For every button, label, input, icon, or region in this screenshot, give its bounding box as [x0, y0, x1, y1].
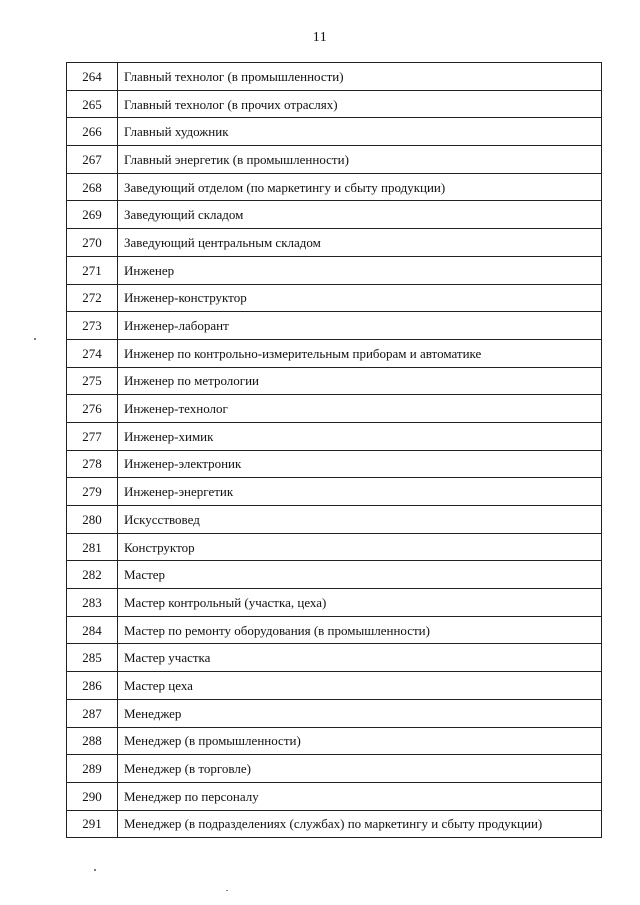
job-title: Мастер по ремонту оборудования (в промышленности): [118, 616, 602, 644]
row-number: 274: [67, 339, 118, 367]
table-row: [67, 422, 602, 450]
job-title: Инженер-электроник: [118, 450, 602, 478]
row-number: 288: [67, 727, 118, 755]
job-title: Инженер-химик: [118, 422, 602, 450]
job-titles-table: [66, 62, 602, 838]
table-row: [67, 699, 602, 727]
row-number: 287: [67, 699, 118, 727]
row-number: 273: [67, 312, 118, 340]
row-number: 286: [67, 672, 118, 700]
table-row: [67, 644, 602, 672]
table-row: [67, 63, 602, 91]
row-number: 277: [67, 422, 118, 450]
job-titles-table-body: [67, 63, 602, 838]
table-row: [67, 90, 602, 118]
scan-speck: [226, 890, 228, 891]
row-number: 289: [67, 755, 118, 783]
job-title: Искусствовед: [118, 506, 602, 534]
job-title: Менеджер по персоналу: [118, 782, 602, 810]
job-title: Мастер: [118, 561, 602, 589]
job-title: Инженер: [118, 256, 602, 284]
job-title: Главный технолог (в промышленности): [118, 63, 602, 91]
job-title: Заведующий отделом (по маркетингу и сбыту продукции): [118, 173, 602, 201]
job-title: Мастер цеха: [118, 672, 602, 700]
job-title: Менеджер (в подразделениях (службах) по маркетингу и сбыту продукции): [118, 810, 602, 838]
table-row: [67, 727, 602, 755]
table-row: [67, 755, 602, 783]
table-row: [67, 616, 602, 644]
table-row: [67, 367, 602, 395]
row-number: 276: [67, 395, 118, 423]
row-number: 269: [67, 201, 118, 229]
row-number: 284: [67, 616, 118, 644]
table-row: [67, 672, 602, 700]
table-row: [67, 201, 602, 229]
job-title: Менеджер (в торговле): [118, 755, 602, 783]
scan-speck: [94, 869, 96, 871]
table-row: [67, 782, 602, 810]
row-number: 265: [67, 90, 118, 118]
row-number: 275: [67, 367, 118, 395]
row-number: 290: [67, 782, 118, 810]
job-title: Инженер-технолог: [118, 395, 602, 423]
table-row: [67, 561, 602, 589]
table-row: [67, 589, 602, 617]
page-number: 11: [312, 30, 328, 45]
row-number: 268: [67, 173, 118, 201]
job-title: Главный художник: [118, 118, 602, 146]
table-row: [67, 395, 602, 423]
row-number: 285: [67, 644, 118, 672]
row-number: 271: [67, 256, 118, 284]
job-title: Главный энергетик (в промышленности): [118, 146, 602, 174]
table-row: [67, 118, 602, 146]
job-title: Конструктор: [118, 533, 602, 561]
table-row: [67, 284, 602, 312]
job-title: Мастер контрольный (участка, цеха): [118, 589, 602, 617]
table-row: [67, 478, 602, 506]
table-row: [67, 339, 602, 367]
row-number: 264: [67, 63, 118, 91]
table-row: [67, 312, 602, 340]
row-number: 278: [67, 450, 118, 478]
table-row: [67, 533, 602, 561]
row-number: 281: [67, 533, 118, 561]
job-title: Инженер-лаборант: [118, 312, 602, 340]
job-title: Мастер участка: [118, 644, 602, 672]
scan-speck: [34, 338, 36, 340]
row-number: 272: [67, 284, 118, 312]
row-number: 291: [67, 810, 118, 838]
row-number: 280: [67, 506, 118, 534]
table-row: [67, 810, 602, 838]
row-number: 267: [67, 146, 118, 174]
job-title: Главный технолог (в прочих отраслях): [118, 90, 602, 118]
job-title: Инженер-конструктор: [118, 284, 602, 312]
job-title: Инженер по метрологии: [118, 367, 602, 395]
table-row: [67, 229, 602, 257]
table-row: [67, 173, 602, 201]
job-title: Менеджер: [118, 699, 602, 727]
row-number: 270: [67, 229, 118, 257]
table-row: [67, 146, 602, 174]
job-title: Заведующий складом: [118, 201, 602, 229]
table-row: [67, 256, 602, 284]
job-title: Менеджер (в промышленности): [118, 727, 602, 755]
table-row: [67, 450, 602, 478]
row-number: 283: [67, 589, 118, 617]
row-number: 266: [67, 118, 118, 146]
table-row: [67, 506, 602, 534]
row-number: 282: [67, 561, 118, 589]
job-title: Инженер по контрольно-измерительным приборам и автоматике: [118, 339, 602, 367]
job-title: Заведующий центральным складом: [118, 229, 602, 257]
row-number: 279: [67, 478, 118, 506]
job-title: Инженер-энергетик: [118, 478, 602, 506]
